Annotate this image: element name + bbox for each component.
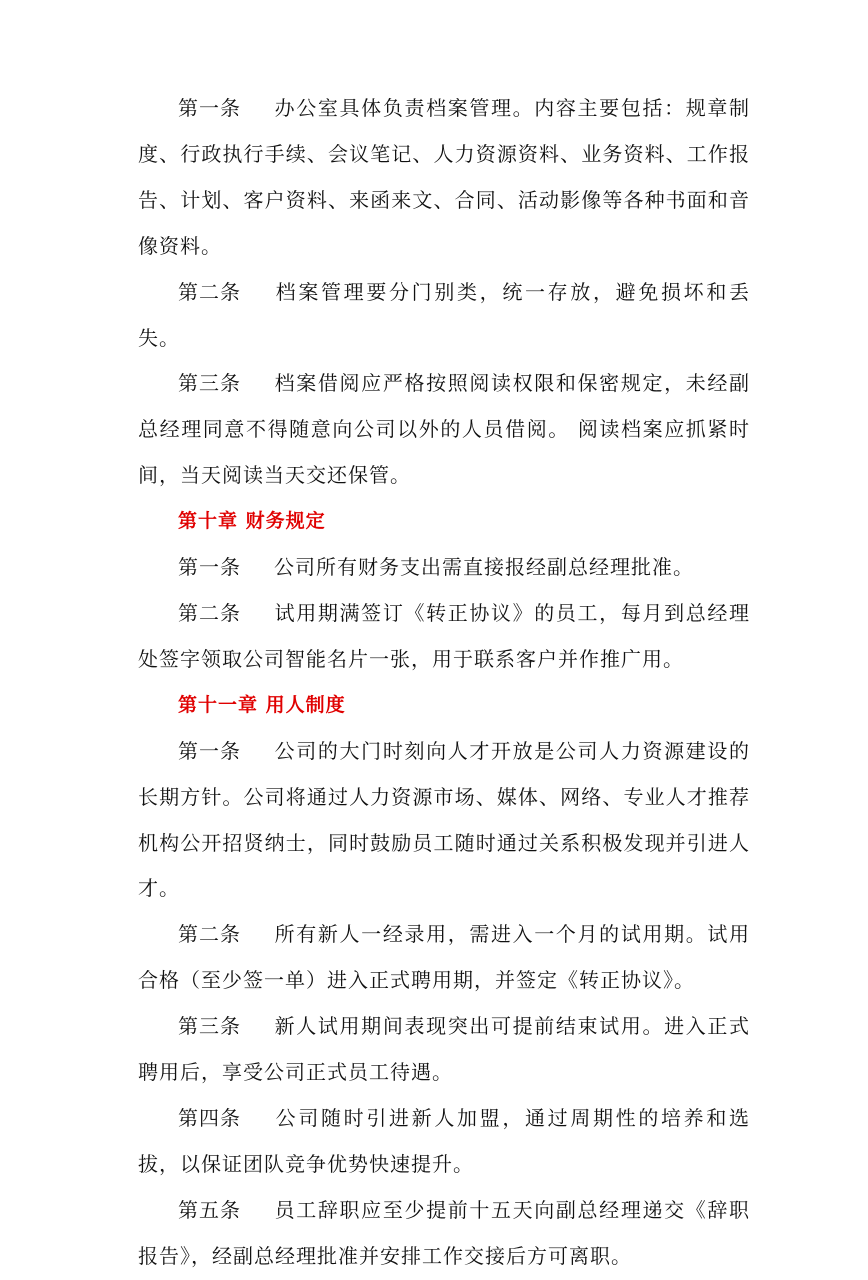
article-label: 第二条 (178, 922, 241, 947)
article-text: 公司所有财务支出需直接报经副总经理批准。 (274, 555, 694, 580)
article-paragraph (138, 729, 750, 913)
article-text: 新人试用期间表现突出可提前结束试用。进入正式聘用后，享受公司正式员工待遇。 (138, 1014, 750, 1085)
article-paragraph (138, 591, 750, 683)
article-paragraph (138, 545, 750, 591)
article-paragraph (138, 361, 750, 499)
article-label: 第一条 (178, 96, 241, 120)
article-label: 第三条 (178, 371, 241, 396)
article-text: 所有新人一经录用，需进入一个月的试用期。试用合格（至少签一单）进入正式聘用期，并签定《转正协议》。 (138, 922, 750, 993)
article-label: 第五条 (178, 1197, 241, 1222)
article-label: 第三条 (178, 1014, 241, 1039)
article-paragraph (138, 1004, 750, 1096)
article-paragraph (138, 1188, 750, 1280)
article-text: 档案管理要分门别类，统一存放，避免损坏和丢失。 (138, 279, 750, 350)
article-label: 第四条 (178, 1105, 241, 1130)
article-label: 第二条 (178, 600, 241, 625)
article-label: 第一条 (178, 555, 241, 580)
article-text: 试用期满签订《转正协议》的员工，每月到总经理处签字领取公司智能名片一张，用于联系客户并作推广用。 (138, 600, 750, 671)
article-text: 公司的大门时刻向人才开放是公司人力资源建设的长期方针。公司将通过人力资源市场、媒体、网络、专业人才推荐机构公开招贤纳士，同时鼓励员工随时通过关系积极发现并引进人才。 (138, 738, 750, 901)
article-text: 档案借阅应严格按照阅读权限和保密规定，未经副总经理同意不得随意向公司以外的人员借阅。 阅读档案应抓紧时间，当天阅读当天交还保管。 (138, 371, 750, 488)
chapter-heading: 第十一章 用人制度 (178, 693, 346, 716)
article-paragraph (138, 912, 750, 1004)
article-paragraph (138, 270, 750, 362)
article-label: 第二条 (178, 279, 241, 304)
article-text: 办公室具体负责档案管理。内容主要包括：规章制度、行政执行手续、会议笔记、人力资源资料、业务资料、工作报告、计划、客户资料、来函来文、合同、活动影像等各种书面和音像资料。 (138, 96, 750, 258)
article-paragraph (138, 1096, 750, 1188)
document-body (138, 86, 750, 1280)
article-label: 第一条 (178, 738, 241, 763)
chapter-heading: 第十章 财务规定 (178, 510, 326, 533)
article-text: 公司随时引进新人加盟，通过周期性的培养和选拔，以保证团队竞争优势快速提升。 (138, 1105, 750, 1176)
article-paragraph (138, 86, 750, 270)
article-text: 员工辞职应至少提前十五天向副总经理递交《辞职报告》，经副总经理批准并安排工作交接后方可离职。 (138, 1197, 750, 1268)
